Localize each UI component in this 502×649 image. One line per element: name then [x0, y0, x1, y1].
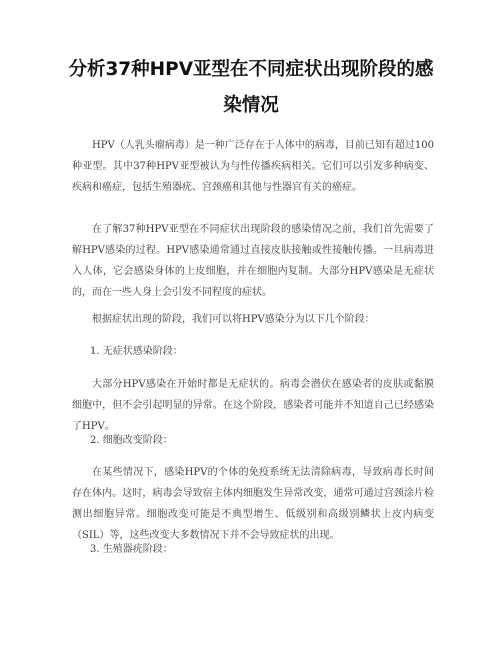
document-title-line-2: 染情况	[223, 95, 279, 116]
stage-2-heading: 2. 细胞改变阶段：	[90, 435, 173, 446]
intro-paragraph: HPV（人乳头瘤病毒）是一种广泛存在于人体中的病毒，目前已知有超过100种亚型。其中37种HPV亚型被认为与性传播疾病相关。它们可以引发多种病变、疾病和癌症，包括生殖器疣、宫颈癌和其他与性器官有关的癌症。	[72, 140, 434, 193]
stage-1-paragraph: 大部分HPV感染在开始时都是无症状的。病毒会潜伏在感染者的皮肤或黏膜细胞中，但不会引起明显的异常。在这个阶段，感染者可能并不知道自己已经感染了HPV。	[72, 379, 434, 432]
stage-2-paragraph: 在某些情况下，感染HPV的个体的免疫系统无法清除病毒，导致病毒长时间存在体内。这时，病毒会导致宿主体内细胞发生异常改变，通常可通过宫颈涂片检测出细胞异常。细胞改变可能是不典型增生、低级别和高级别鳞状上皮内病变（SIL）等，这些改变大多数情况下并不会导致症状的出现。	[72, 467, 434, 541]
document-title-line-1: 分析37种HPV亚型在不同症状出现阶段的感	[68, 59, 434, 80]
stages-intro-paragraph: 根据症状出现的阶段，我们可以将HPV感染分为以下几个阶段：	[92, 314, 375, 325]
stage-1-heading: 1. 无症状感染阶段：	[90, 346, 183, 357]
infection-process-paragraph: 在了解37种HPV亚型在不同症状出现阶段的感染情况之前，我们首先需要了解HPV感染的过程。HPV感染通常通过直接皮肤接触或性接触传播。一旦病毒进入人体，它会感染身体的上皮细胞，并在细胞内复制。大部分HPV感染是无症状的，而在一些人身上会引发不同程度的症状。	[72, 224, 434, 298]
stage-3-heading: 3. 生殖器疣阶段：	[90, 544, 173, 555]
